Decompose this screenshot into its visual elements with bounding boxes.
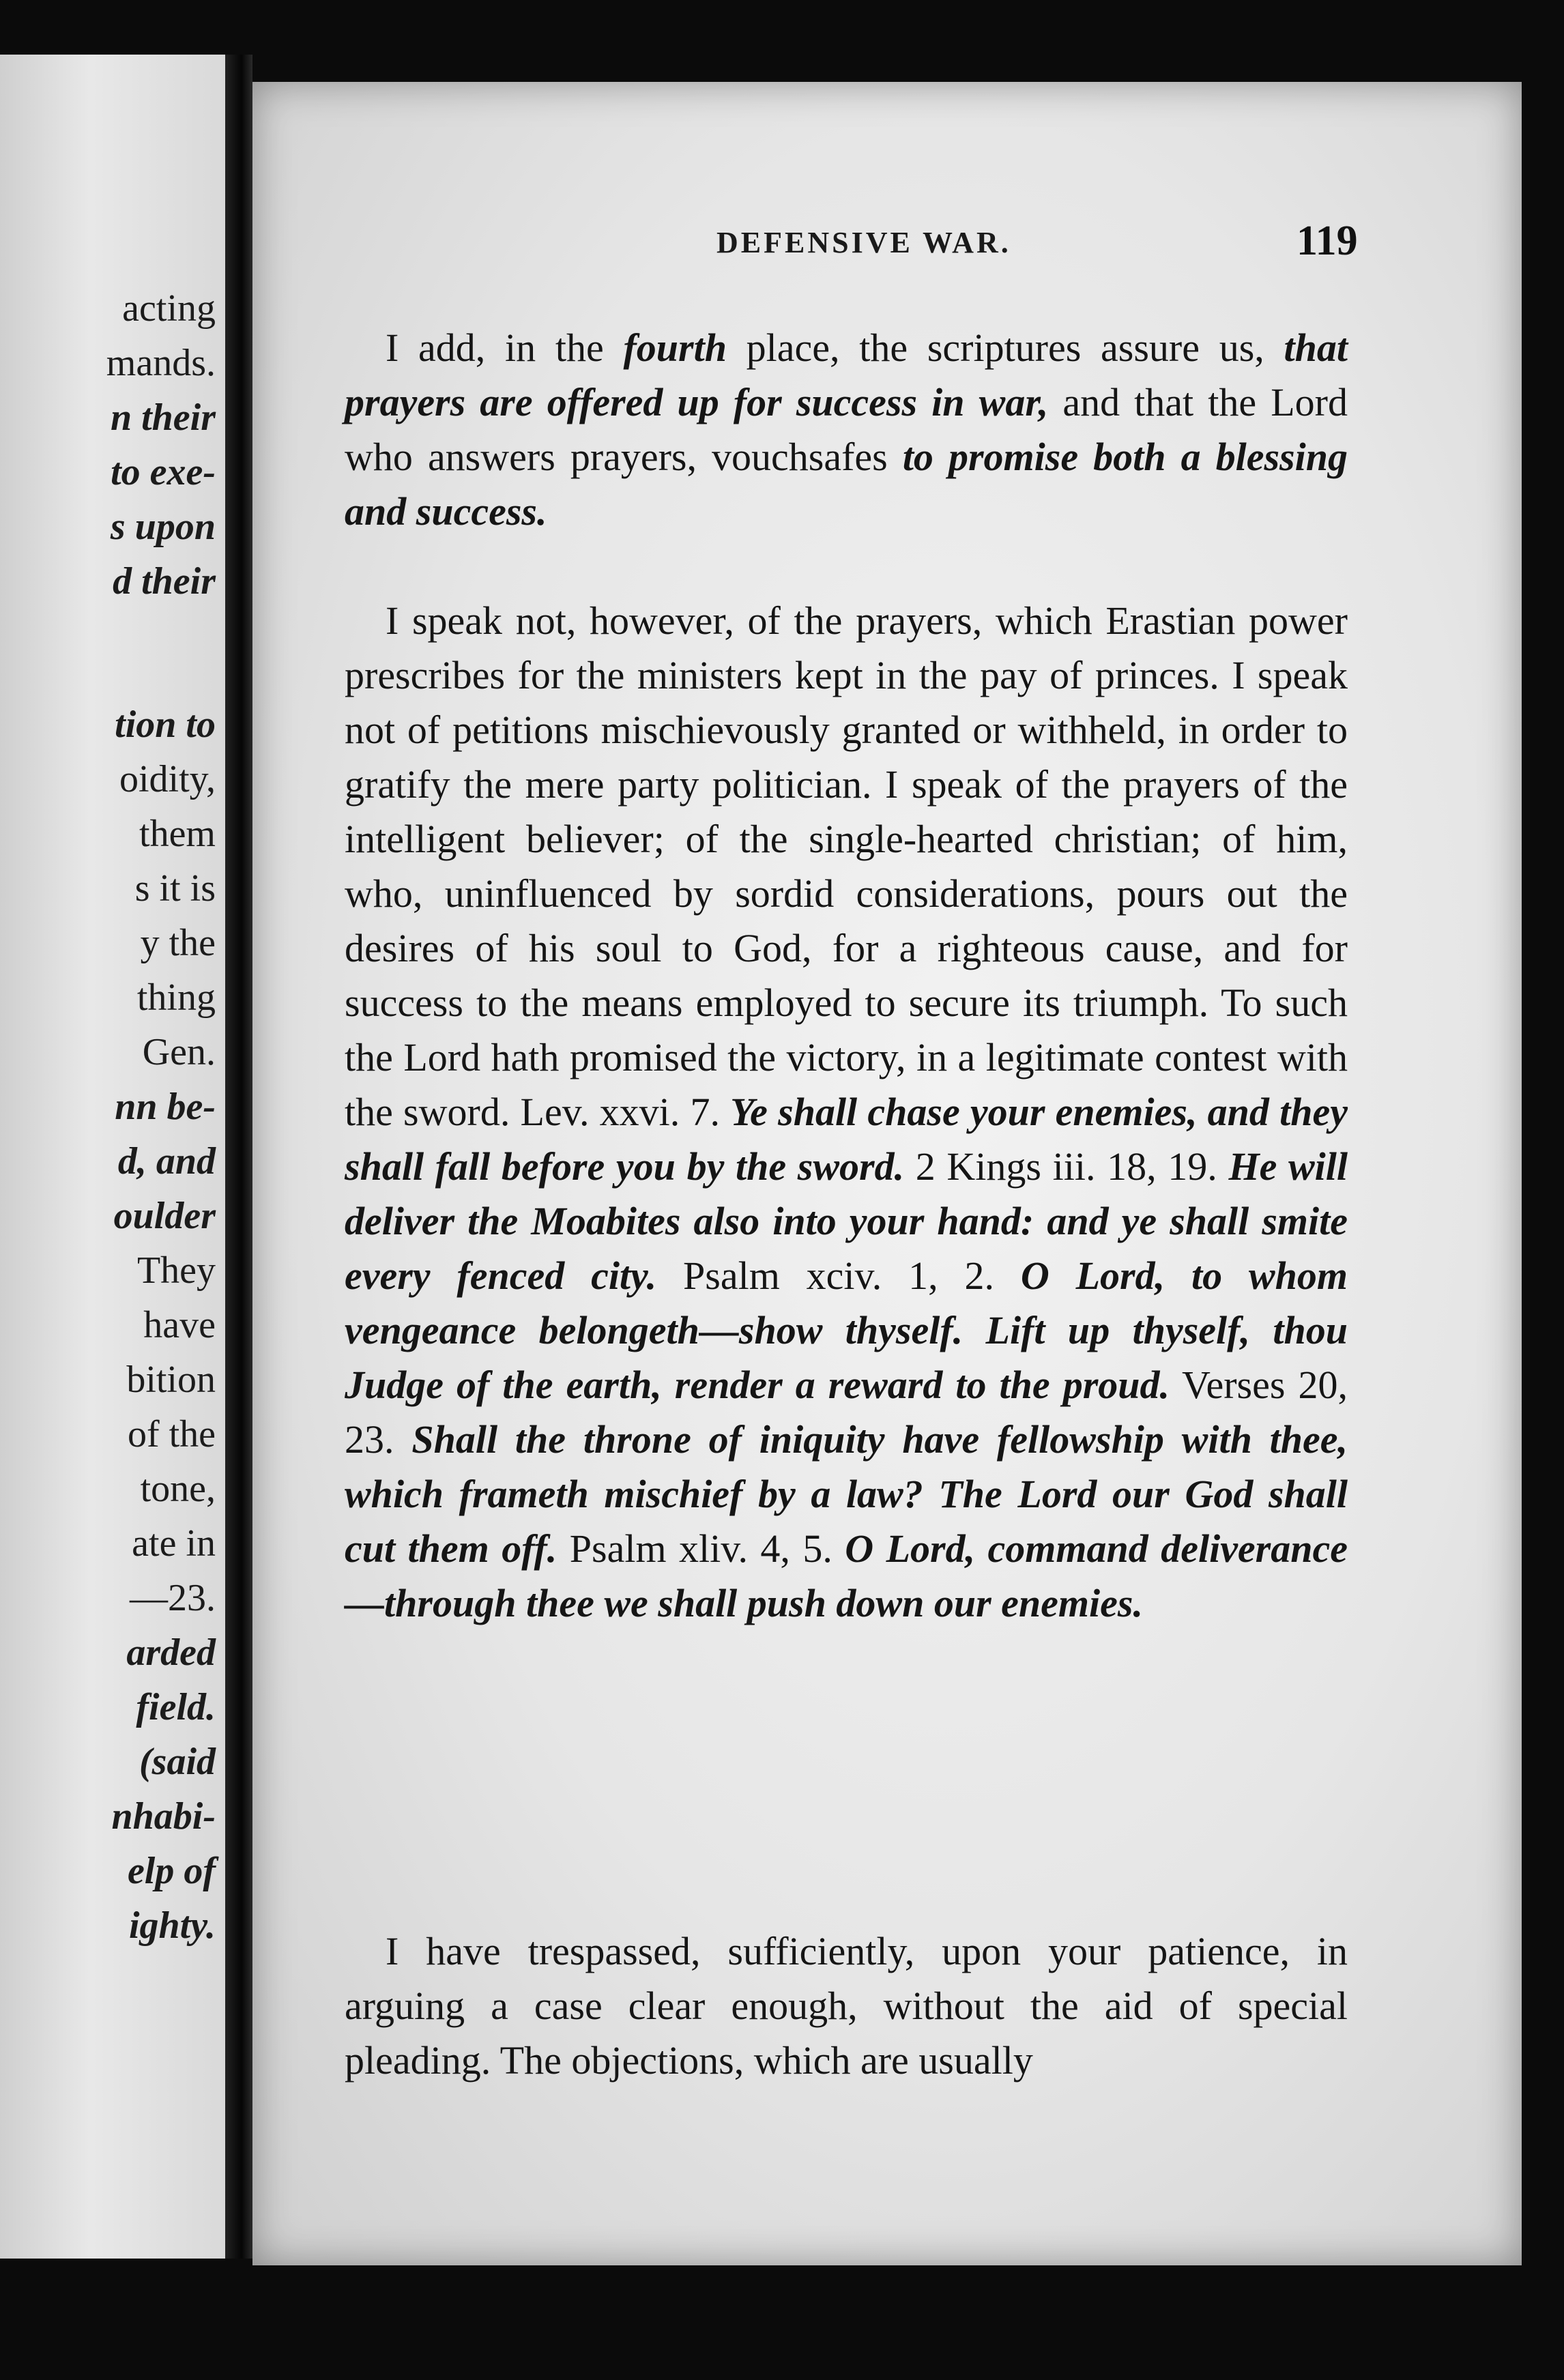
left-page-line: field. xyxy=(136,1686,216,1728)
running-head: DEFENSIVE WAR. xyxy=(716,226,1011,259)
paragraph-prayers: I speak not, however, of the prayers, which Erastian power prescribes for the ministers kept in the pay of princes. I speak not of petitions mischievously granted or withheld, in order to gratify the mere party politician. I speak of the prayers of the intelligent believer; of the single-hearted christian; of him, who, uninfluenced by sordid considerations, pours out the desires of his soul to God, for a righteous cause, and for success to the means employed to secure its triumph. To such the Lord hath promised the victory, in a legitimate contest with the sword. Lev. xxvi. 7. Ye shall chase your enemies, and they shall fall before you by the sword. 2 Kings iii. 18, 19. He will deliver the Moabites also into your hand: and ye shall smite every fenced city. Psalm xciv. 1, 2. O Lord, to whom vengeance belongeth—show thyself. Lift up thyself, thou Judge of the earth, render a reward to the proud. Verses 20, 23. Shall the throne of iniquity have fellowship with thee, which frameth mischief by a law? The Lord our God shall cut them off. Psalm xliv. 4, 5. O Lord, command deliverance—through thee we shall push down our enemies. xyxy=(345,598,1348,1625)
left-page-line: thing xyxy=(136,976,216,1019)
left-page-line: of the xyxy=(127,1413,216,1455)
facing-page-left xyxy=(0,55,225,2259)
left-page-line: ighty. xyxy=(128,1904,216,1947)
left-page-line: s upon xyxy=(110,506,216,548)
left-page-line: ate in xyxy=(132,1522,216,1565)
left-page-line: nn be- xyxy=(115,1086,216,1128)
left-page-line: y the xyxy=(140,922,216,964)
left-page-line: d their xyxy=(113,560,216,603)
left-page-line: mands. xyxy=(106,342,216,384)
left-page-line: to exe- xyxy=(111,451,216,493)
paragraph-trespassed: I have trespassed, sufficiently, upon your patience, in arguing a case clear enough, without the aid of special pleading. The objections, which are usually xyxy=(345,1929,1348,2082)
left-page-line: acting xyxy=(122,287,216,330)
left-page-line: oidity, xyxy=(119,758,216,800)
page-number: 119 xyxy=(1297,218,1358,264)
left-page-line: have xyxy=(143,1304,216,1346)
left-page-line: (said xyxy=(139,1741,216,1783)
left-page-line: nhabi- xyxy=(111,1795,216,1838)
left-page-line: s it is xyxy=(134,867,216,910)
left-page-line: them xyxy=(139,813,216,855)
left-page-line: tone, xyxy=(140,1468,216,1510)
left-page-line: They xyxy=(136,1249,216,1292)
left-page-line: bition xyxy=(126,1359,216,1401)
left-page-line: Gen. xyxy=(142,1031,216,1073)
left-page-line: oulder xyxy=(113,1195,216,1237)
book-gutter xyxy=(225,55,252,2259)
paragraph-fourth-place: I add, in the fourth place, the scriptures assure us, that prayers are offered up for success in war, and that the Lord who answers prayers, vouchsafes to promise both a blessing and success. xyxy=(345,325,1348,534)
left-page-line: d, and xyxy=(117,1140,216,1182)
left-page-line: arded xyxy=(126,1631,216,1674)
left-page-line: tion to xyxy=(115,703,216,746)
left-page-line: n their xyxy=(110,396,216,439)
left-page-line: elp of xyxy=(127,1850,216,1892)
left-page-line: —23. xyxy=(130,1577,216,1619)
